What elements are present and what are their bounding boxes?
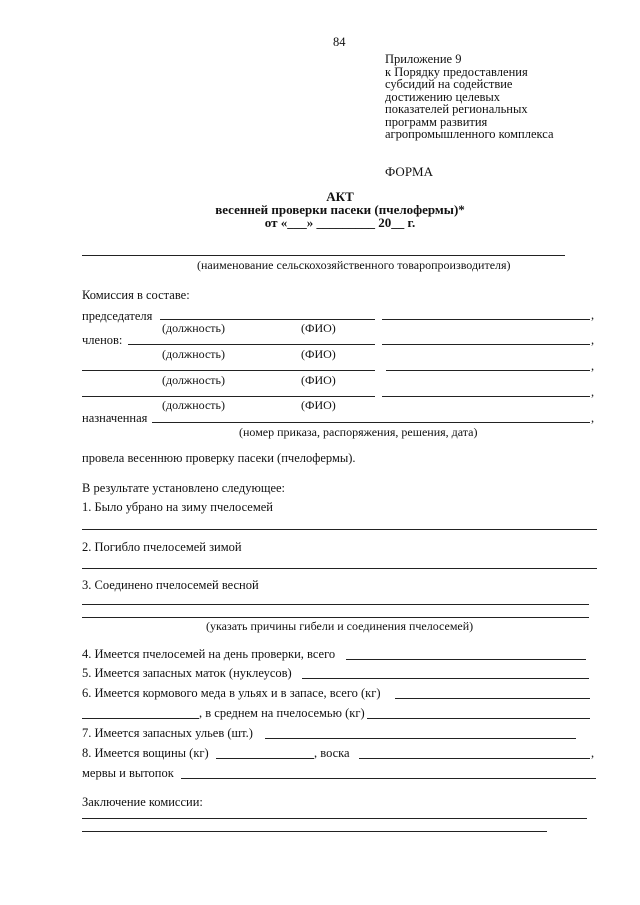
appendix-line: программ развития [385, 114, 488, 129]
member1-fio-line[interactable] [382, 344, 590, 345]
chairman-position-line[interactable] [160, 319, 375, 320]
item-4-line[interactable] [346, 659, 586, 660]
item-1-label: 1. Было убрано на зиму пчелосемей [82, 500, 273, 514]
commission-intro: Комиссия в составе: [82, 288, 190, 302]
page-number: 84 [333, 35, 346, 49]
conclusion-label: Заключение комиссии: [82, 795, 203, 809]
members-label: членов: [82, 333, 123, 347]
conclusion-line-2[interactable] [82, 831, 547, 832]
results-intro: В результате установлено следующее: [82, 481, 286, 495]
item-8-merva-label: мервы и вытопок [82, 766, 174, 780]
item-6-avg-line[interactable] [367, 718, 590, 719]
act-date: от «___» _________ 20__ г. [264, 215, 416, 230]
comma: , [591, 411, 595, 425]
item-6-label: 6. Имеется кормового меда в ульях и в запасе, всего (кг) [82, 686, 381, 700]
conducted-text: провела весеннюю проверку пасеки (пчелофермы). [82, 451, 356, 465]
order-caption: (номер приказа, распоряжения, решения, дата) [239, 425, 478, 439]
item-6-avg-label: , в среднем на пчелосемью (кг) [199, 706, 365, 720]
position-caption: (должность) [162, 347, 225, 361]
appendix-line: Приложение 9 [385, 52, 462, 66]
appendix-line: агропромышленного комплекса [385, 127, 554, 141]
appendix-line: к Порядку предоставления [385, 64, 528, 79]
fio-caption: (ФИО) [301, 347, 336, 361]
comma: , [591, 359, 595, 373]
position-caption: (должность) [162, 321, 225, 335]
item-8-label: 8. Имеется вощины (кг) [82, 746, 209, 760]
member2-position-line[interactable] [82, 370, 375, 371]
appointed-label: назначенная [82, 411, 148, 425]
producer-name-line[interactable] [82, 255, 565, 256]
position-caption: (должность) [162, 373, 225, 387]
position-caption: (должность) [162, 398, 225, 412]
member1-position-line[interactable] [128, 344, 375, 345]
fio-caption: (ФИО) [301, 398, 336, 412]
item-7-line[interactable] [265, 738, 576, 739]
item-2-label: 2. Погибло пчелосемей зимой [82, 540, 242, 554]
comma: , [591, 333, 595, 347]
act-title: АКТ [326, 189, 354, 204]
item-4-label: 4. Имеется пчелосемей на день проверки, всего [82, 647, 336, 661]
item-1-line[interactable] [82, 529, 597, 530]
item-7-label: 7. Имеется запасных ульев (шт.) [82, 726, 253, 740]
item-6-line[interactable] [395, 698, 590, 699]
item-3-label: 3. Соединено пчелосемей весной [82, 578, 259, 592]
member3-fio-line[interactable] [382, 396, 590, 397]
act-subtitle: весенней проверки пасеки (пчелофермы)* [215, 202, 465, 217]
comma: , [591, 746, 595, 760]
item-5-line[interactable] [302, 678, 589, 679]
item-3-caption: (указать причины гибели и соединения пчелосемей) [206, 619, 474, 633]
item-8-wax-line[interactable] [359, 758, 590, 759]
item-3-line-2[interactable] [82, 617, 589, 618]
member3-position-line[interactable] [82, 396, 375, 397]
fio-caption: (ФИО) [301, 321, 336, 335]
item-3-line-1[interactable] [82, 604, 589, 605]
comma: , [591, 385, 595, 399]
appendix-line: достижению целевых [385, 89, 501, 104]
item-8-merva-line[interactable] [181, 778, 596, 779]
item-5-label: 5. Имеется запасных маток (нуклеусов) [82, 666, 292, 680]
conclusion-line-1[interactable] [82, 818, 587, 819]
appendix-block [385, 53, 554, 141]
comma: , [591, 308, 595, 322]
item-2-line[interactable] [82, 568, 597, 569]
fio-caption: (ФИО) [301, 373, 336, 387]
producer-caption: (наименование сельскохозяйственного товаропроизводителя) [197, 258, 511, 272]
chairman-fio-line[interactable] [382, 319, 590, 320]
appendix-line: показателей региональных [385, 102, 528, 116]
appendix-line: субсидий на содействие [385, 77, 513, 91]
order-line[interactable] [152, 422, 590, 423]
chairman-label: председателя [82, 309, 153, 323]
item-6-avg-value-line[interactable] [82, 718, 199, 719]
form-label: ФОРМА [385, 164, 433, 179]
item-8-foundation-line[interactable] [216, 758, 314, 759]
member2-fio-line[interactable] [386, 370, 590, 371]
item-8-wax-label: , воска [314, 746, 350, 760]
